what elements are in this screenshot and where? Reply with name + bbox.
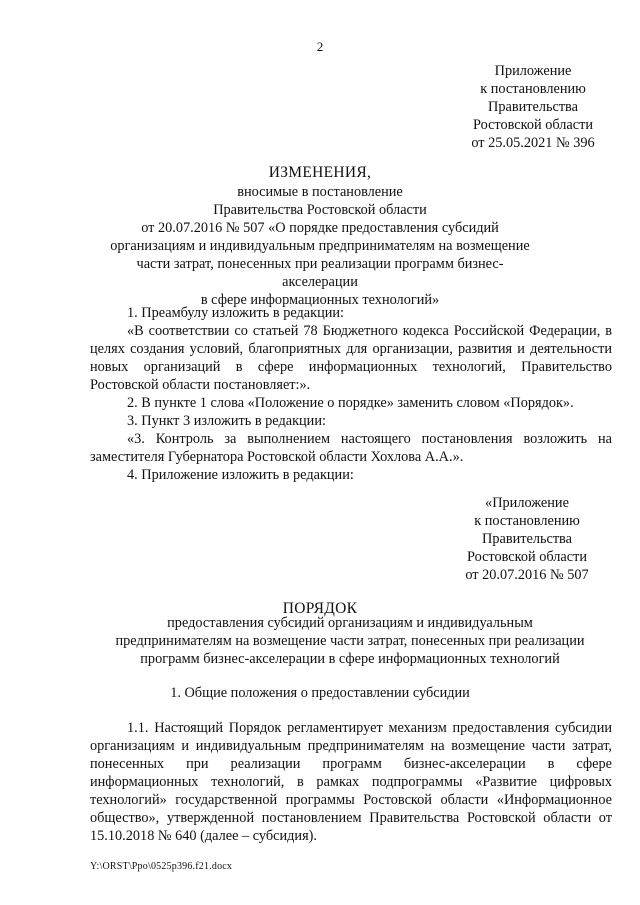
appendix-line: «Приложение (485, 495, 569, 511)
appendix-header (440, 62, 626, 152)
subtitle-line: вносимые в постановление (237, 184, 403, 200)
paragraph: 3. Пункт 3 изложить в редакции: (127, 413, 326, 429)
appendix-header-2 (434, 494, 620, 584)
appendix-line: Ростовской области (466, 549, 588, 565)
appendix-line: Правительства (488, 99, 578, 115)
appendix-line: от 20.07.2016 № 507 (465, 567, 589, 583)
paragraph: «3. Контроль за выполнением настоящего постановления возложить на заместителя Губернатора Ростовской области Хохлова А.А.». (90, 431, 612, 465)
appendix-line: к постановлению (474, 513, 580, 529)
appendix-line: к постановлению (480, 81, 586, 97)
appendix-line: от 25.05.2021 № 396 (471, 135, 595, 151)
paragraph: 1.1. Настоящий Порядок регламентирует механизм предоставления субсидии организациям и индивидуальным предпринимателям на возмещение части затрат, понесенных при реализации программ бизнес-акселерации в сфере информационных технологий, в рамках подпрограммы «Развитие цифровых технологий» государственной программы Ростовской области «Информационное общество», утвержденной постановлением Правительства Ростовской области от 15.10.2018 № 640 (далее – субсидия). (90, 720, 612, 844)
changes-body (90, 304, 612, 484)
subtitle-line: предоставления субсидий организациям и индивидуальным (167, 615, 533, 631)
paragraph: 1. Преамбулу изложить в редакции: (127, 305, 345, 321)
appendix-line: Приложение (494, 63, 572, 79)
subtitle-line: Правительства Ростовской области (213, 202, 427, 218)
file-path-footer: Y:\ORST\Ppo\0525p396.f21.docx (90, 861, 233, 872)
subtitle-line: предпринимателям на возмещение части затрат, понесенных при реализации (115, 633, 585, 649)
section-heading: 1. Общие положения о предоставлении субсидии (170, 685, 470, 701)
subtitle-line: организациям и индивидуальным предпринимателям на возмещение (110, 238, 530, 254)
section-body (90, 719, 612, 845)
paragraph: 4. Приложение изложить в редакции: (127, 467, 354, 483)
subtitle-line: в сфере информационных технологий» (200, 292, 440, 308)
procedure-subtitle (95, 614, 605, 668)
document-subtitle (110, 183, 530, 309)
procedure-title: ПОРЯДОК (282, 600, 358, 617)
subtitle-line: программ бизнес-акселерации в сфере информационных технологий (140, 651, 560, 667)
page-number: 2 (316, 39, 324, 54)
appendix-line: Ростовской области (472, 117, 594, 133)
paragraph: 2. В пункте 1 слова «Положение о порядке» заменить словом «Порядок». (127, 395, 574, 411)
appendix-line: Правительства (482, 531, 572, 547)
document-title: ИЗМЕНЕНИЯ, (268, 164, 372, 181)
paragraph: «В соответствии со статьей 78 Бюджетного кодекса Российской Федерации, в целях создания условий, благоприятных для организации, развития и деятельности новых организаций в сфере информационных технологий, Правительство Ростовской области постановляет:». (90, 323, 612, 393)
subtitle-line: части затрат, понесенных при реализации программ бизнес-акселерации (136, 256, 504, 290)
subtitle-line: от 20.07.2016 № 507 «О порядке предоставления субсидий (141, 220, 499, 236)
